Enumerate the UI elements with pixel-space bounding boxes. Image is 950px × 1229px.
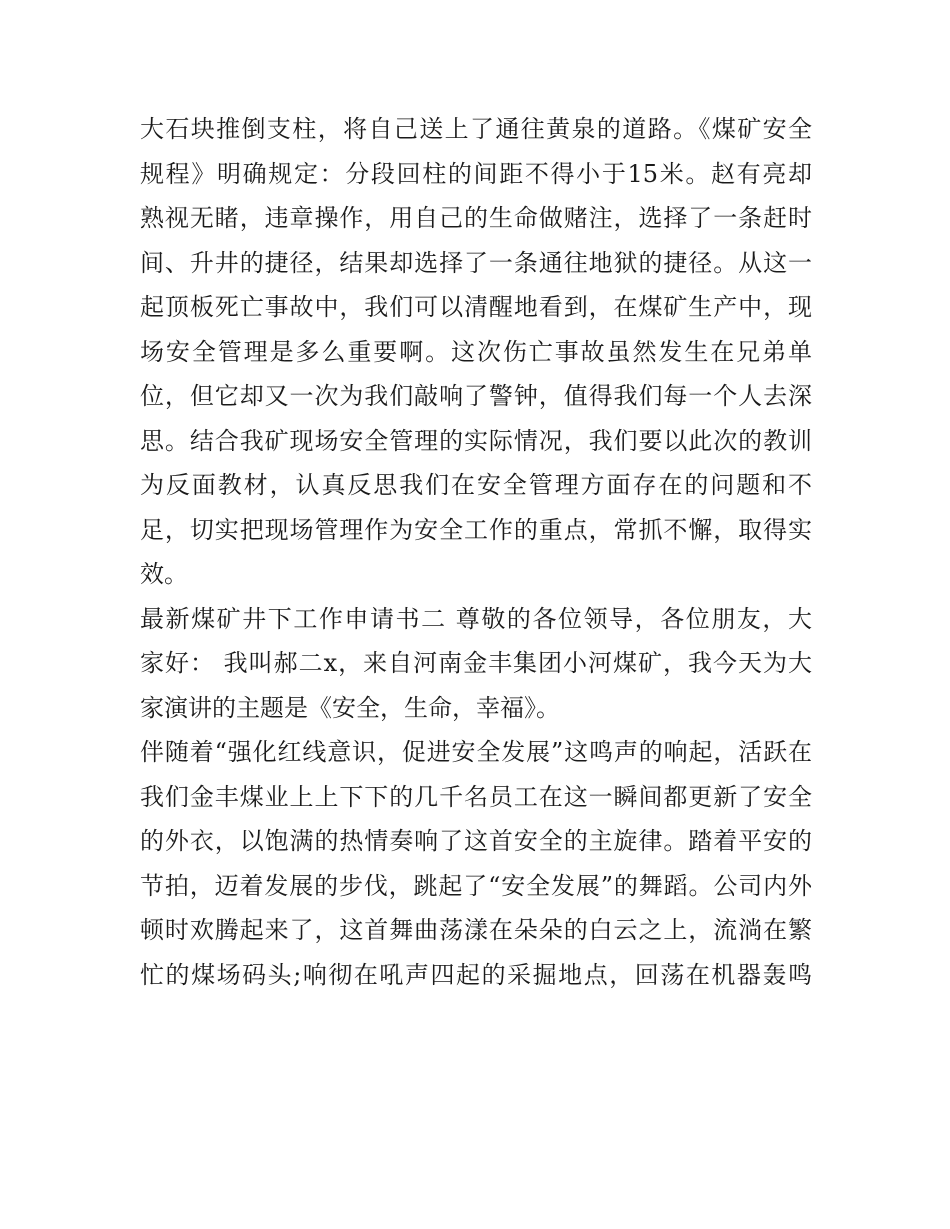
text-line: 忙的煤场码头;响彻在吼声四起的采掘地点，回荡在机器轰鸣 bbox=[140, 960, 812, 989]
text-line: 思。结合我矿现场安全管理的实际情况，我们要以此次的教训 bbox=[140, 426, 812, 455]
text-line: 熟视无睹，违章操作，用自己的生命做赌注，选择了一条赶时 bbox=[140, 204, 812, 232]
text-line: 效。 bbox=[140, 560, 188, 588]
text-line: 为反面教材，认真反思我们在安全管理方面存在的问题和不 bbox=[140, 471, 812, 499]
text-line: 规程》明确规定：分段回柱的间距不得小于15米。赵有亮却 bbox=[140, 159, 812, 188]
text-line: 最新煤矿井下工作申请书二 尊敬的各位领导，各位朋友，大 bbox=[140, 604, 812, 633]
text-line: 我们金丰煤业上上下下的几千名员工在这一瞬间都更新了安全 bbox=[140, 782, 812, 811]
document-body bbox=[140, 107, 812, 997]
text-line: 位，但它却又一次为我们敲响了警钟，值得我们每一个人去深 bbox=[140, 382, 812, 410]
text-line: 的外衣，以饱满的热情奏响了这首安全的主旋律。踏着平安的 bbox=[140, 827, 812, 855]
text-line: 大石块推倒支柱，将自己送上了通往黄泉的道路。《煤矿安全 bbox=[140, 115, 812, 143]
text-line: 场安全管理是多么重要啊。这次伤亡事故虽然发生在兄弟单 bbox=[140, 337, 812, 366]
text-line: 足，切实把现场管理作为安全工作的重点，常抓不懈，取得实 bbox=[140, 515, 812, 544]
text-line: 家好： 我叫郝二x，来自河南金丰集团小河煤矿，我今天为大 bbox=[140, 649, 812, 677]
text-line: 间、升井的捷径，结果却选择了一条通往地狱的捷径。从这一 bbox=[140, 248, 812, 277]
text-line: 起顶板死亡事故中，我们可以清醒地看到，在煤矿生产中，现 bbox=[140, 293, 812, 321]
text-line: 节拍，迈着发展的步伐，跳起了“安全发展”的舞蹈。公司内外 bbox=[140, 871, 812, 900]
text-line: 伴随着“强化红线意识，促进安全发展”这鸣声的响起，活跃在 bbox=[140, 738, 812, 766]
text-line: 家演讲的主题是《安全，生命，幸福》。 bbox=[140, 693, 560, 722]
text-line: 顿时欢腾起来了，这首舞曲荡漾在朵朵的白云之上，流淌在繁 bbox=[140, 916, 812, 944]
